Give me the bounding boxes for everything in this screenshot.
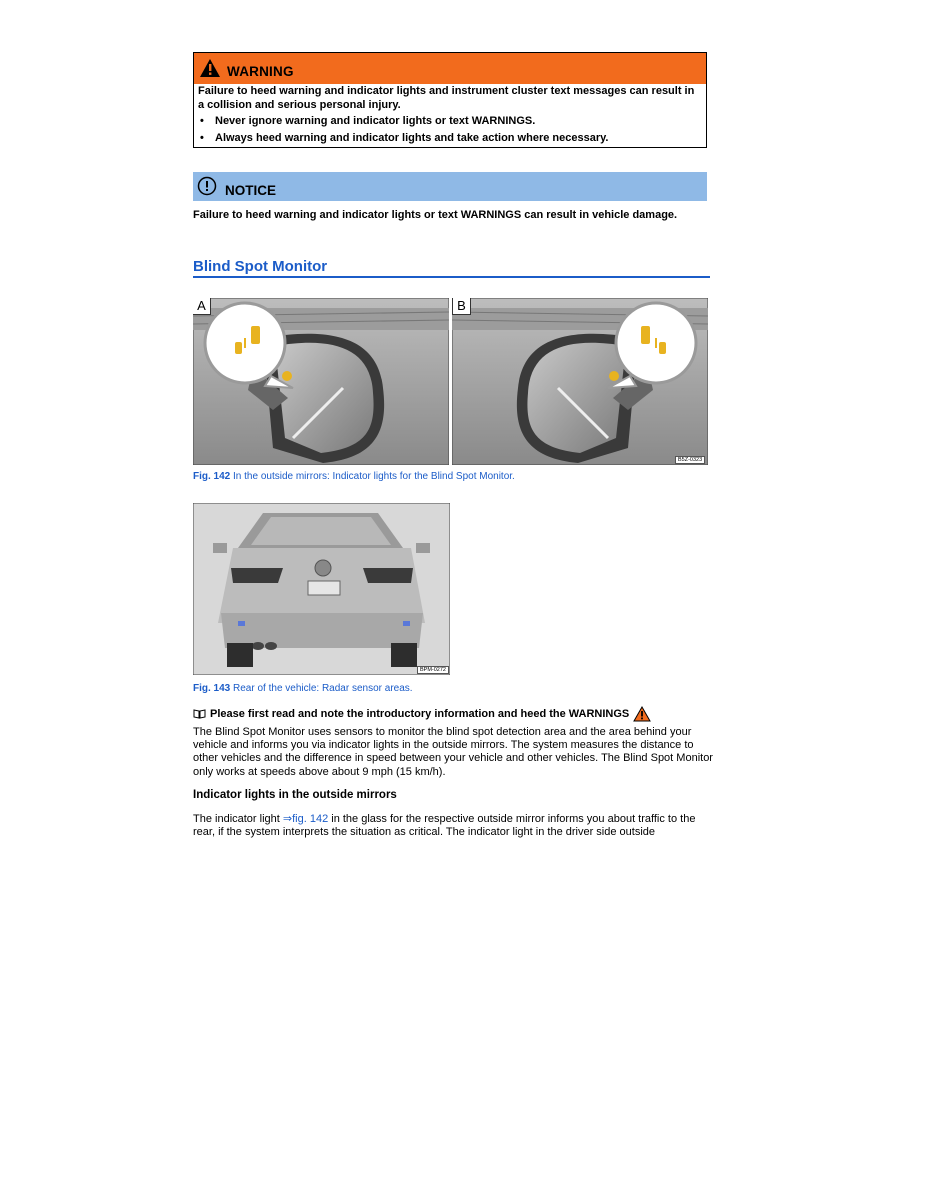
book-icon	[193, 709, 206, 719]
arrow-icon: ⇒	[282, 813, 293, 825]
intro-line	[193, 706, 651, 722]
warning-text: Failure to heed warning and indicator lights and instrument cluster text messages can result in a collision and serious personal injury.	[198, 85, 695, 111]
body-text: in the glass for the respective outside mirror informs you about traffic to the rear, if the system interprets the situation as critical. The indicator light in the driver side outside	[193, 813, 696, 839]
warning-header	[194, 53, 706, 84]
section-title: Blind Spot Monitor	[193, 258, 328, 275]
figure-142-caption	[193, 471, 515, 482]
figure-code: BPM-0272	[417, 666, 449, 674]
body-paragraph: The Blind Spot Monitor uses sensors to monitor the blind spot detection area and the area behind your vehicle and informs you via indicator lights in the outside mirrors. The system measures the distance to other vehicles and the difference in speed between your vehicle and other vehicles. The Blind Spot Monitor only works at speeds above about 9 mph (15 km/h).	[193, 726, 713, 778]
notice-text: Failure to heed warning and indicator lights or text WARNINGS can result in vehicle damage.	[193, 209, 678, 221]
intro-text: Please first read and note the introductory information and heed the WARNINGS	[210, 708, 630, 720]
notice-header	[193, 172, 707, 201]
sub-heading: Indicator lights in the outside mirrors	[193, 789, 397, 801]
figure-link[interactable]: fig. 142	[292, 813, 329, 825]
body-text: The indicator light	[193, 813, 283, 825]
figure-code: B5Z-0323	[675, 456, 705, 464]
mirror-illustration	[193, 298, 708, 465]
panel-label-b: B	[452, 298, 471, 315]
figure-caption-text: Rear of the vehicle: Radar sensor areas.	[230, 683, 413, 694]
figure-caption-text: In the outside mirrors: Indicator lights for the Blind Spot Monitor.	[230, 471, 515, 482]
section-divider	[193, 276, 710, 278]
warning-bullet: • Always heed warning and indicator lights and take action where necessary.	[198, 132, 702, 146]
panel-label-a: A	[193, 298, 211, 315]
warning-triangle-icon	[199, 58, 221, 78]
warning-triangle-icon	[633, 706, 651, 722]
vehicle-rear-illustration	[193, 503, 450, 675]
warning-title: WARNING	[227, 64, 294, 79]
figure-142-mirrors	[193, 298, 708, 465]
notice-title: NOTICE	[225, 183, 277, 198]
exclamation-circle-icon	[197, 176, 217, 196]
warning-body	[198, 85, 702, 145]
figure-number: Fig. 142	[193, 471, 231, 482]
figure-143-vehicle-rear	[193, 503, 450, 675]
figure-143-caption	[193, 683, 413, 694]
body-paragraph	[193, 813, 713, 839]
warning-box	[193, 52, 707, 148]
warning-bullet: • Never ignore warning and indicator lights or text WARNINGS.	[198, 115, 702, 129]
figure-number: Fig. 143	[193, 683, 231, 694]
